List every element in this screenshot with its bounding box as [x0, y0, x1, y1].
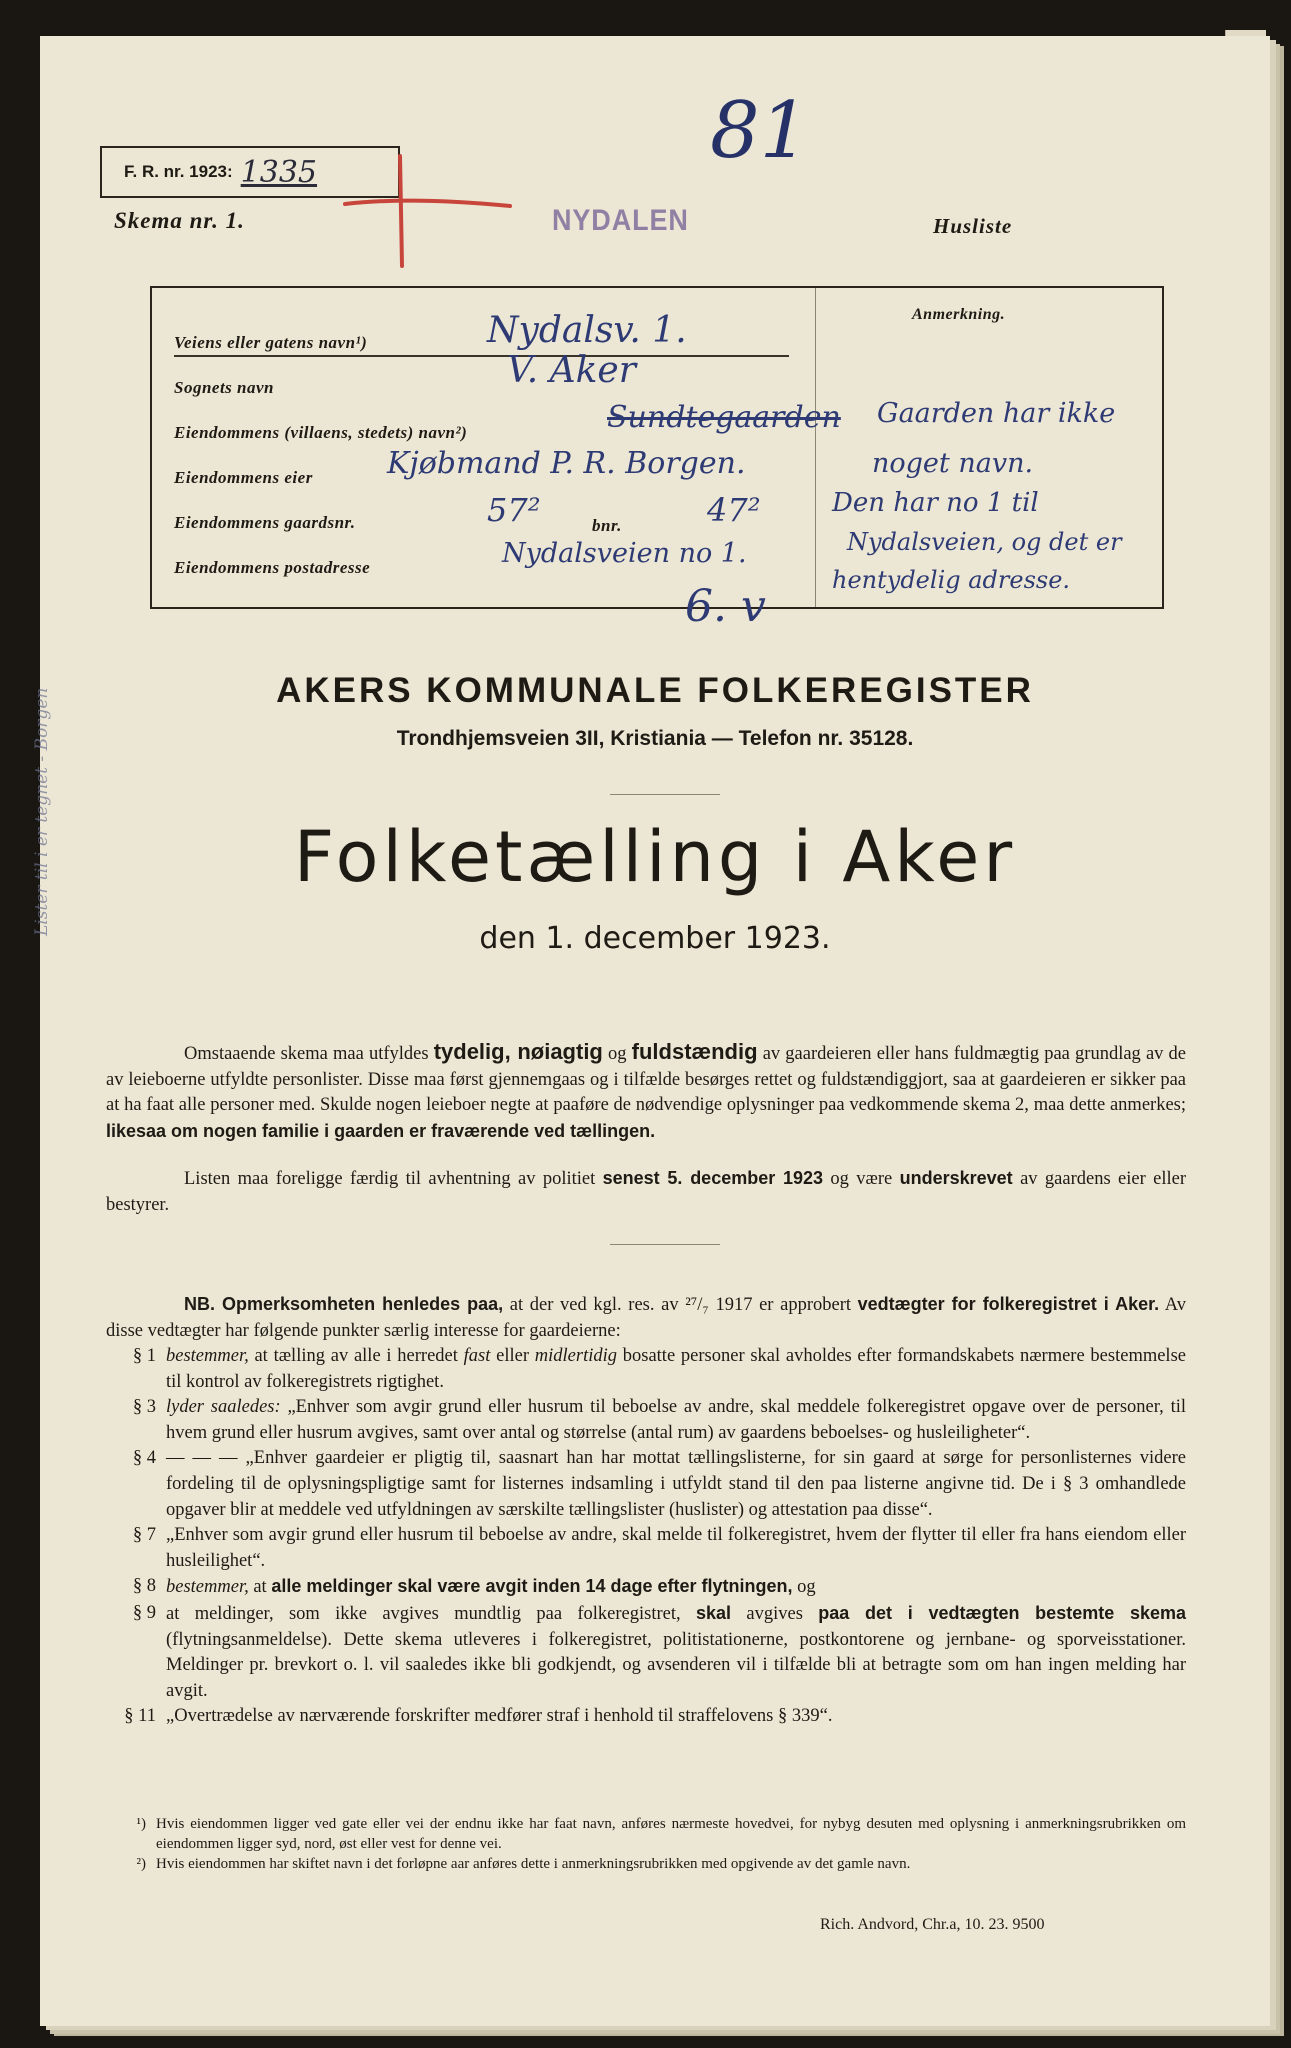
- section-text: — — — „Enhver gaardeier er pligtig til, saasnart han har mottat tællingslisterne, for sin gaard at sørge for personlisternes videre fordeling til de oplysningspligtige samt for listernes indsamling i utfyldt stand til den paa listerne angivne tid. De i § 3 omhandlede opgaver blir at meddele ved utfyldningen av særskilte tællingslister (huslister) og attestation paa disse“.: [166, 1448, 1186, 1520]
- red-cross-mark: [340, 136, 520, 276]
- property-form: [150, 286, 1164, 609]
- statute-section: [106, 1704, 1186, 1730]
- census-date: den 1. december 1923.: [479, 921, 831, 956]
- printer-imprint: Rich. Andvord, Chr.a, 10. 23. 9500: [820, 1916, 1045, 1933]
- owner-label: Eiendommens eier: [174, 468, 313, 487]
- divider-rule-2: [610, 1244, 720, 1245]
- statute-section: [106, 1601, 1186, 1704]
- section-text: bestemmer, at alle meldinger skal være avgit inden 14 dage efter flytningen, og: [166, 1576, 816, 1598]
- parish-value[interactable]: V. Aker: [507, 350, 636, 391]
- bnr-label: bnr.: [592, 516, 622, 535]
- divider-rule-1: [610, 794, 720, 795]
- corner-mark: 81: [710, 86, 810, 176]
- fr-number: 1335: [240, 154, 318, 190]
- postal-address-label: Eiendommens postadresse: [174, 558, 371, 577]
- skema-label: Skema nr. 1.: [114, 208, 245, 233]
- remark-line-4: Nydalsveien, og det er: [847, 528, 1122, 556]
- section-number: § 4: [132, 1448, 156, 1469]
- street-name-label: Veiens eller gatens navn¹): [174, 333, 368, 352]
- statute-section: [106, 1574, 1186, 1601]
- instructions-paragraph-2: Listen maa foreligge færdig til avhentning av politiet senest 5. december 1923 og være underskrevet av gaardens eier eller bestyrer.: [106, 1168, 1186, 1215]
- statute-sections: [106, 1344, 1186, 1730]
- instructions-paragraph-1: Omstaaende skema maa utfyldes tydelig, nøiagtig og fuldstændig av gaardeieren eller hans fuldmægtig paa grundlag av de av leieboerne utfyldte personlister. Disse maa først gjennemgaas og i tilfælde besørges rettet og fuldstændiggjort, saa at gaardeieren er sikker paa at ha faat alle personer med. Skulde nogen leieboer negte at paaføre de nødvendige oplysninger paa vedkommende skema 2, maa dette anmerkes; likesaa om nogen familie i gaarden er fraværende ved tællingen.: [106, 1039, 1187, 1141]
- footnote-1: ¹) Hvis eiendommen ligger ved gate eller vei der endnu ikke har faat navn, anføres nærmeste hovedvei, for nybyg desuten med oplysning i anmerkningsrubrikken om eiendommen ligger syd, nord, øst eller vest for denne vei.: [136, 1816, 1186, 1852]
- remark-line-3: Den har no 1 til: [832, 488, 1039, 518]
- office-name: AKERS KOMMUNALE FOLKEREGISTER: [276, 671, 1034, 710]
- nydalen-stamp: NYDALEN: [552, 204, 689, 237]
- parish-label: Sognets navn: [174, 378, 274, 397]
- street-name-line: [174, 355, 789, 357]
- footnotes: [106, 1814, 1186, 1874]
- postal-address-value[interactable]: Nydalsveien no 1.: [502, 538, 747, 569]
- census-form-page: [32, 36, 1270, 2026]
- section-number: § 11: [124, 1706, 156, 1727]
- statute-section: [106, 1523, 1186, 1574]
- remark-line-1: Gaarden har ikke: [877, 398, 1116, 429]
- gaardsnr-label: Eiendommens gaardsnr.: [174, 513, 356, 532]
- remark-line-5: hentydelig adresse.: [832, 566, 1071, 594]
- street-name-value[interactable]: Nydalsv. 1.: [487, 310, 687, 351]
- section-number: § 9: [132, 1602, 156, 1623]
- form-divider: [815, 288, 816, 607]
- property-name-label: Eiendommens (villaens, stedets) navn²): [174, 423, 468, 442]
- remark-line-2: noget navn.: [872, 448, 1034, 479]
- section-text: „Overtrædelse av nærværende forskrifter medfører straf i henhold til straffelovens § 339“.: [166, 1706, 833, 1727]
- owner-value[interactable]: Kjøbmand P. R. Borgen.: [387, 446, 746, 481]
- anmerkning-label: Anmerkning.: [912, 306, 1006, 323]
- section-number: § 8: [132, 1576, 156, 1597]
- husliste-label: Husliste: [933, 214, 1013, 238]
- section-text: „Enhver som avgir grund eller husrum til beboelse av andre, skal melde til folkeregistret, hvem der flytter til eller fra hans eiendom eller husleilighet“.: [166, 1525, 1186, 1571]
- section-text: at meldinger, som ikke avgives mundtlig paa folkeregistret, skal avgives paa det i vedtægten bestemte skema (flytningsanmeldelse). Dette skema utleveres i folkeregistret, politistationerne, postkontorene og jernbane- og sporveisstationer. Meldinger pr. brevkort o. l. vil saaledes ikke bli godkjendt, og avsenderen vil i tilfælde bli at betragte som om han ingen melding har avgit.: [166, 1602, 1186, 1701]
- fr-label: F. R. nr. 1923:: [124, 162, 233, 181]
- gaardsnr-value[interactable]: 57²: [487, 491, 541, 529]
- bnr-value[interactable]: 47²: [707, 491, 761, 529]
- document-title: Folketælling i Aker: [293, 816, 1017, 898]
- property-name-value[interactable]: Sundtegaarden: [607, 400, 841, 435]
- section-text: lyder saaledes: „Enhver som avgir grund eller husrum til beboelse av andre, skal meddele folkeregistret opgave over de personer, til hvem grund eller husrum avgives, samt over antal og størrelse (antal rum) av gaardens beboelses- og husleiligheter“.: [166, 1397, 1186, 1443]
- statute-section: [106, 1344, 1186, 1395]
- nb-paragraph: NB. Opmerksomheten henledes paa, at der ved kgl. res. av ²⁷/₇ 1917 er approbert vedtægter for folkeregistret i Aker. Av disse vedtægter har følgende punkter særlig interesse for gaardeierne:: [106, 1294, 1186, 1341]
- office-address: Trondhjemsveien 3II, Kristiania — Telefon nr. 35128.: [396, 727, 914, 750]
- footnote-2: ²) Hvis eiendommen har skiftet navn i det forløpne aar anføres dette i anmerkningsrubrikken med opgivende av det gamle navn.: [136, 1856, 911, 1872]
- section-number: § 7: [132, 1525, 156, 1546]
- section-number: § 3: [132, 1397, 156, 1418]
- section-number: § 1: [132, 1346, 156, 1366]
- section-text: bestemmer, at tælling av alle i herredet fast eller midlertidig bosatte personer skal avholdes efter formandskabets nærmere bestemmelse til kontrol av folkeregistrets rigtighet.: [166, 1346, 1186, 1392]
- statute-section: [106, 1395, 1186, 1446]
- below-mark: 6. v: [685, 581, 766, 632]
- margin-note: Lister til i er tegnet - Borgen: [32, 687, 52, 936]
- statute-section: [106, 1446, 1186, 1523]
